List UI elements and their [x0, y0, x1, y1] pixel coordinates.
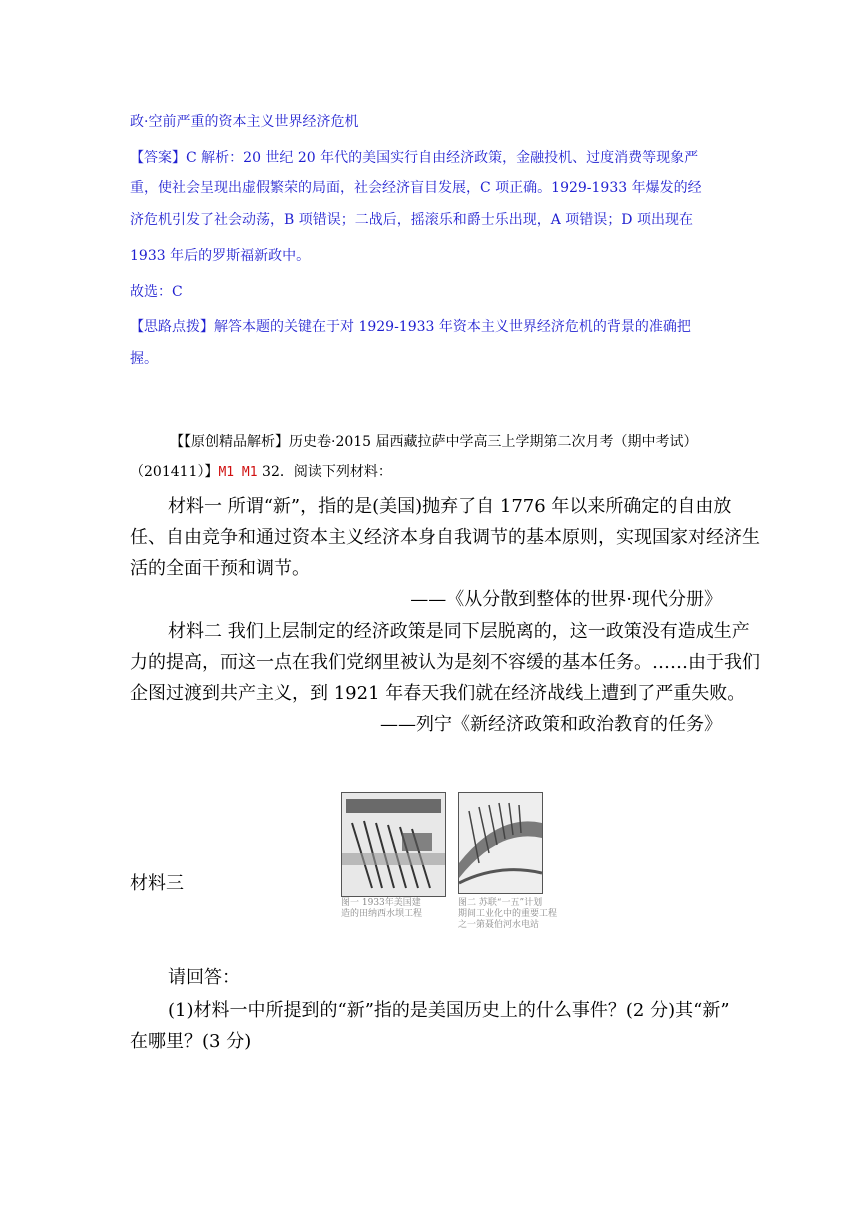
- material3-label: 材料三: [130, 873, 184, 894]
- question-header: 【【原创精品解析】历史卷·2015 届西藏拉萨中学高三上学期第二次月考（期中考试）: [170, 434, 698, 450]
- material1-line: 材料一 所谓“新”，指的是(美国)抛弃了自 1776 年以来所确定的自由放: [168, 496, 732, 517]
- answer-topic-line: 政·空前严重的资本主义世界经济危机: [130, 114, 359, 130]
- material2-source: ——列宁《新经济政策和政治教育的任务》: [380, 714, 722, 735]
- material2-line: 力的提高，而这一点在我们党纲里被认为是刻不容缓的基本任务。……由于我们: [130, 652, 760, 673]
- tips-line: 【思路点拨】解答本题的关键在于对 1929-1933 年资本主义世界经济危机的背景的准确把: [130, 319, 691, 335]
- answer-line: 1933 年后的罗斯福新政中。: [130, 248, 311, 264]
- material1-line: 活的全面干预和调节。: [130, 558, 310, 579]
- dam-illustration: [342, 793, 445, 896]
- caption-fig2: 图二 苏联“一五”计划 期间工业化中的重要工程 之一第聂伯河水电站: [458, 898, 558, 930]
- q1-line: (1)材料一中所提到的“新”指的是美国历史上的什么事件？(2 分)其“新”: [168, 1000, 730, 1021]
- photo-dnieper-hydro-station: [458, 792, 543, 894]
- marks: M1 M1: [218, 465, 258, 480]
- question-header-cont: [130, 462, 392, 483]
- q1-line: 在哪里？(3 分): [130, 1031, 252, 1052]
- answer-line: 济危机引发了社会动荡，B 项错误；二战后，摇滚乐和爵士乐出现，A 项错误；D 项出现在: [130, 212, 693, 228]
- material1-source: ——《从分散到整体的世界·现代分册》: [410, 589, 722, 610]
- photo-tennessee-dam: [341, 792, 446, 897]
- question-number: 32．阅读下列材料：: [262, 464, 392, 480]
- answer-line: 重，使社会呈现出虚假繁荣的局面，社会经济盲目发展，C 项正确。1929-1933 年爆发的经: [130, 180, 702, 196]
- answer-choice: 故选：C: [130, 284, 183, 300]
- material2-line: 企图过渡到共产主义，到 1921 年春天我们就在经济战线上遭到了严重失败。: [130, 683, 746, 704]
- tips-line: 握。: [130, 351, 158, 367]
- hydro-illustration: [459, 793, 542, 893]
- caption-fig1: 图一 1933年美国建 造的田纳西水坝工程: [341, 898, 423, 919]
- answer-prompt: 请回答：: [168, 967, 240, 988]
- material2-line: 材料二 我们上层制定的经济政策是同下层脱离的，这一政策没有造成生产: [168, 621, 750, 642]
- question-date: （201411）】: [130, 464, 219, 480]
- answer-line: 【答案】C 解析：20 世纪 20 年代的美国实行自由经济政策，金融投机、过度消费等现象严: [130, 150, 699, 166]
- material1-line: 任、自由竞争和通过资本主义经济本身自我调节的基本原则，实现国家对经济生: [130, 527, 760, 548]
